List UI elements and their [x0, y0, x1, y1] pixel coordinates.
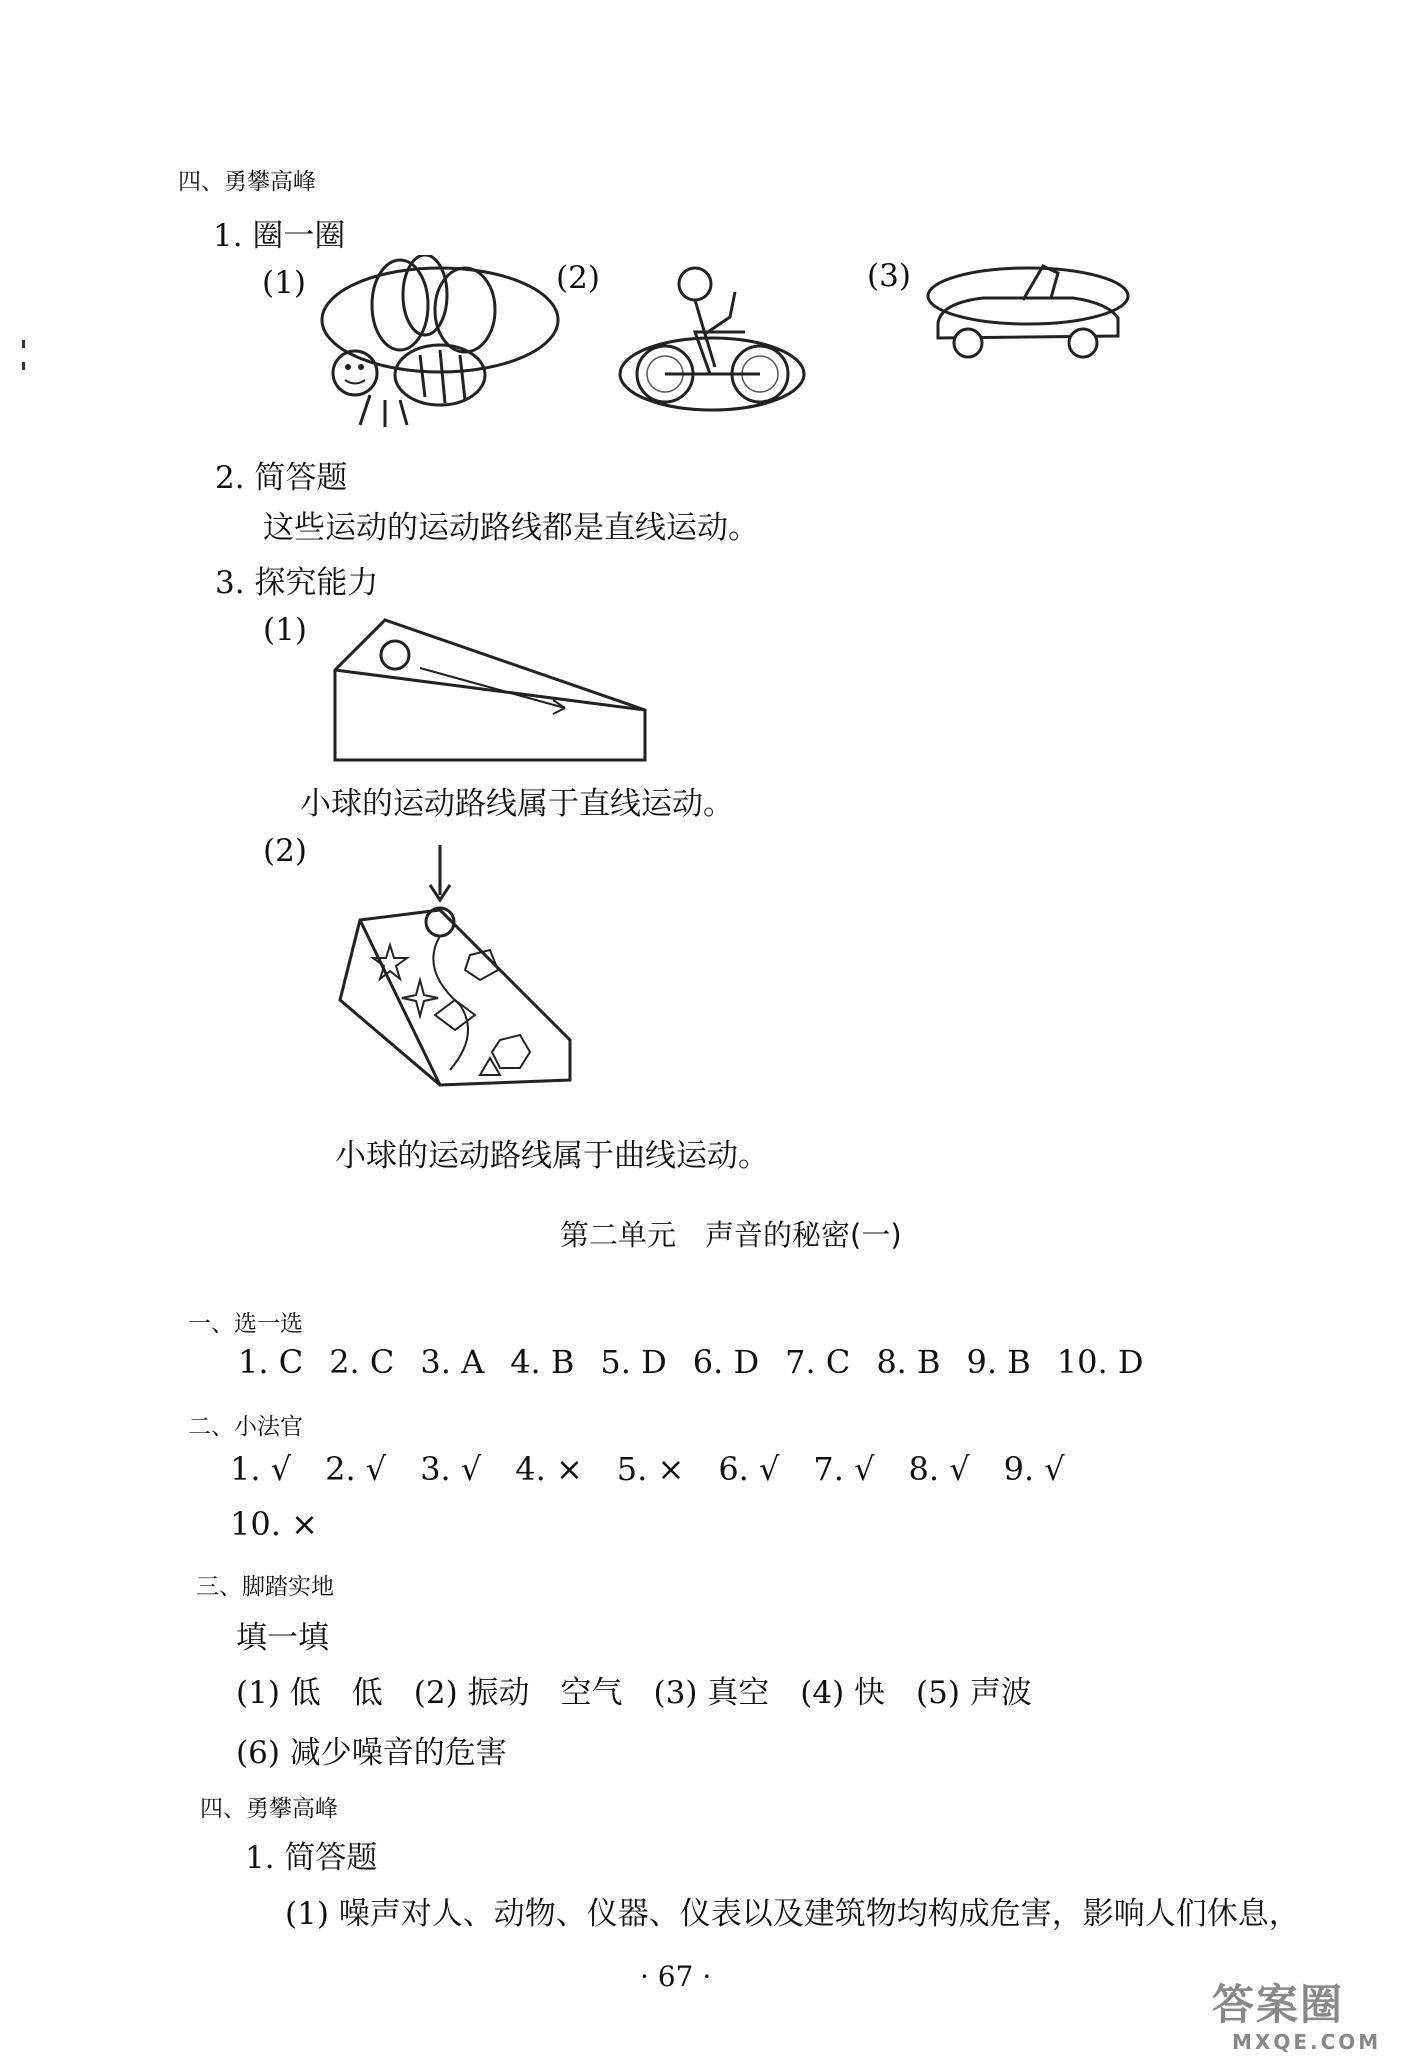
margin-mark	[22, 362, 25, 370]
chapter-title: 第二单元 声音的秘密(一)	[560, 1218, 902, 1252]
judge-answers-row2	[230, 1505, 318, 1543]
answer-text: (1) 噪声对人、动物、仪器、仪表以及建筑物均构成危害，影响人们休息，	[285, 1896, 1300, 1932]
figure-label: (2)	[263, 833, 307, 869]
choice-answer: 3. A	[420, 1343, 485, 1381]
figure-label: (3)	[867, 258, 911, 294]
choice-answer: 8. B	[876, 1343, 941, 1381]
question-title: 1. 圈一圈	[213, 218, 346, 254]
judge-answer: 9. √	[1003, 1450, 1065, 1488]
judge-answer: 8. √	[908, 1450, 970, 1488]
judge-answer: 3. √	[420, 1450, 482, 1488]
judge-answer: 6. √	[718, 1450, 780, 1488]
choice-answer: 1. C	[238, 1343, 304, 1381]
ramp-curve-figure	[330, 840, 580, 1090]
watermark-url: MXQE.COM	[1232, 2030, 1382, 2054]
section-heading: 二、小法官	[188, 1414, 303, 1440]
watermark-logo: 答案圈	[1212, 1980, 1345, 2029]
margin-mark	[22, 340, 25, 348]
choice-answer: 4. B	[510, 1343, 575, 1381]
figure-label: (1)	[263, 612, 307, 648]
cyclist-figure	[615, 262, 810, 412]
section-heading: 三、脚踏实地	[196, 1574, 334, 1600]
figure-label: (1)	[262, 265, 306, 301]
choice-answer: 2. C	[329, 1343, 395, 1381]
answer-text: 小球的运动路线属于曲线运动。	[335, 1138, 769, 1174]
section-heading: 四、勇攀高峰	[200, 1796, 338, 1822]
choice-answers	[238, 1343, 1143, 1381]
judge-answer: 4. ×	[515, 1450, 583, 1488]
choice-answer: 6. D	[692, 1343, 760, 1381]
bee-figure	[315, 255, 565, 435]
choice-answer: 5. D	[600, 1343, 667, 1381]
fill-answer-line: (1) 低 低 (2) 振动 空气 (3) 真空 (4) 快 (5) 声波	[236, 1675, 1032, 1711]
judge-answer: 5. ×	[616, 1450, 685, 1488]
judge-answer: 10. ×	[230, 1505, 318, 1543]
answer-text: 这些运动的运动路线都是直线运动。	[263, 510, 759, 546]
question-title: 填一填	[236, 1620, 329, 1656]
figure-label: (2)	[556, 260, 600, 296]
judge-answers	[230, 1450, 1065, 1488]
question-title: 2. 简答题	[215, 460, 348, 496]
page-number: · 67 ·	[640, 1960, 712, 1993]
question-title: 3. 探究能力	[215, 565, 379, 601]
car-figure	[923, 258, 1133, 368]
choice-answer: 9. B	[966, 1343, 1031, 1381]
ramp-straight-figure	[325, 610, 655, 770]
choice-answer: 7. C	[785, 1343, 851, 1381]
fill-answer-line: (6) 减少噪音的危害	[236, 1735, 507, 1771]
judge-answer: 2. √	[325, 1450, 387, 1488]
question-title: 1. 简答题	[245, 1840, 378, 1876]
judge-answer: 7. √	[813, 1450, 875, 1488]
section-heading: 一、选一选	[188, 1311, 303, 1337]
section-heading: 四、勇攀高峰	[178, 169, 316, 195]
answer-text: 小球的运动路线属于直线运动。	[300, 786, 734, 822]
judge-answer: 1. √	[230, 1450, 292, 1488]
choice-answer: 10. D	[1056, 1343, 1144, 1381]
